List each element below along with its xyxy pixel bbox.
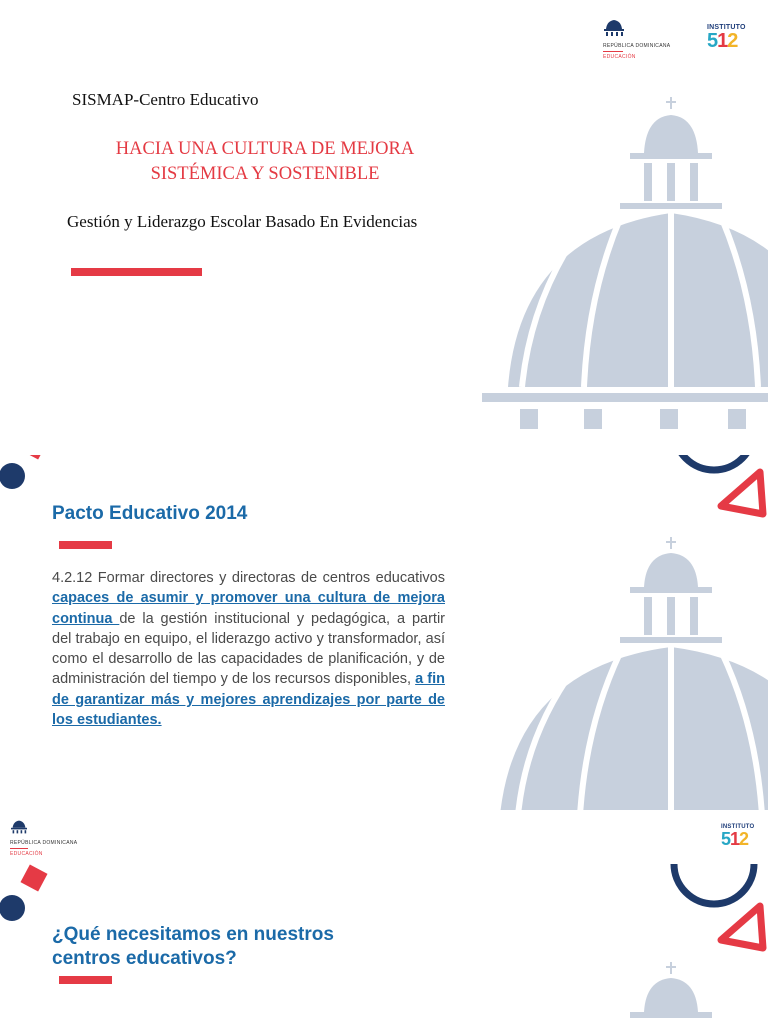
instituto-512-logo xyxy=(721,824,761,848)
instituto-digit-1: 1 xyxy=(717,30,728,52)
red-divider-bar xyxy=(71,268,202,276)
instituto-digit-2: 2 xyxy=(727,30,738,52)
slide1-title-line2: SISTÉMICA Y SOSTENIBLE xyxy=(150,164,380,184)
slide2-paragraph xyxy=(52,568,445,730)
ministerio-dept: EDUCACIÓN xyxy=(10,851,43,857)
slide-3 xyxy=(0,810,768,1024)
red-divider-bar xyxy=(59,976,112,984)
instituto-digit-5: 5 xyxy=(721,829,731,849)
ministerio-logo xyxy=(10,819,77,857)
instituto-label: INSTITUTO xyxy=(721,824,755,830)
decorative-ring-triangle xyxy=(665,864,768,954)
dome-graphic xyxy=(480,95,768,440)
instituto-digit-1: 1 xyxy=(730,829,740,849)
slide1-title-line1: HACIA UNA CULTURA DE MEJORA xyxy=(115,139,415,159)
slide3-heading xyxy=(52,923,334,971)
ministerio-logo xyxy=(603,18,670,60)
slide2-heading: Pacto Educativo 2014 xyxy=(52,503,248,524)
paragraph-text-a: 4.2.12 Formar directores y directoras de centros educativos xyxy=(52,570,445,586)
instituto-digit-2: 2 xyxy=(739,829,749,849)
instituto-512-logo xyxy=(707,24,755,51)
slide3-heading-line1: ¿Qué necesitamos en nuestros xyxy=(52,924,334,945)
slide1-label: SISMAP-Centro Educativo xyxy=(72,90,259,109)
ministerio-name: REPÚBLICA DOMINICANA xyxy=(603,43,671,49)
slide1-subtitle: Gestión y Liderazgo Escolar Basado En Evidencias xyxy=(67,212,418,231)
decorative-ring-triangle xyxy=(665,455,768,520)
slide3-heading-line2: centros educativos? xyxy=(52,948,237,969)
highlight-link-b[interactable]: a fin de garantizar más y mejores aprendizajes por parte de los estudiantes. xyxy=(52,671,445,729)
highlight-link-a[interactable]: capaces de asumir y promover una cultura de mejora continua xyxy=(52,590,445,627)
instituto-digit-5: 5 xyxy=(707,30,718,52)
ministerio-name: REPÚBLICA DOMINICANA xyxy=(10,840,78,846)
ministerio-dept: EDUCACIÓN xyxy=(603,54,636,60)
instituto-label: INSTITUTO xyxy=(707,24,746,31)
red-divider-bar xyxy=(59,541,112,549)
dome-graphic xyxy=(480,535,768,810)
slide-2 xyxy=(0,455,768,810)
slide1-title xyxy=(60,137,470,187)
decorative-shapes-left xyxy=(0,862,60,927)
decorative-shapes-left xyxy=(0,455,60,495)
ministerio-emblem-icon xyxy=(603,18,625,38)
paragraph-text-b: de la gestión institucional y pedagógica, a partir del trabajo en equipo, el liderazgo activo y transformador, así como el desarrollo de las capacidades de planificación, y de administración del tiempo y de los recursos disponibles, xyxy=(52,610,445,688)
ministerio-emblem-icon xyxy=(10,819,28,835)
dome-graphic xyxy=(630,960,720,1024)
slide-1 xyxy=(0,0,768,455)
